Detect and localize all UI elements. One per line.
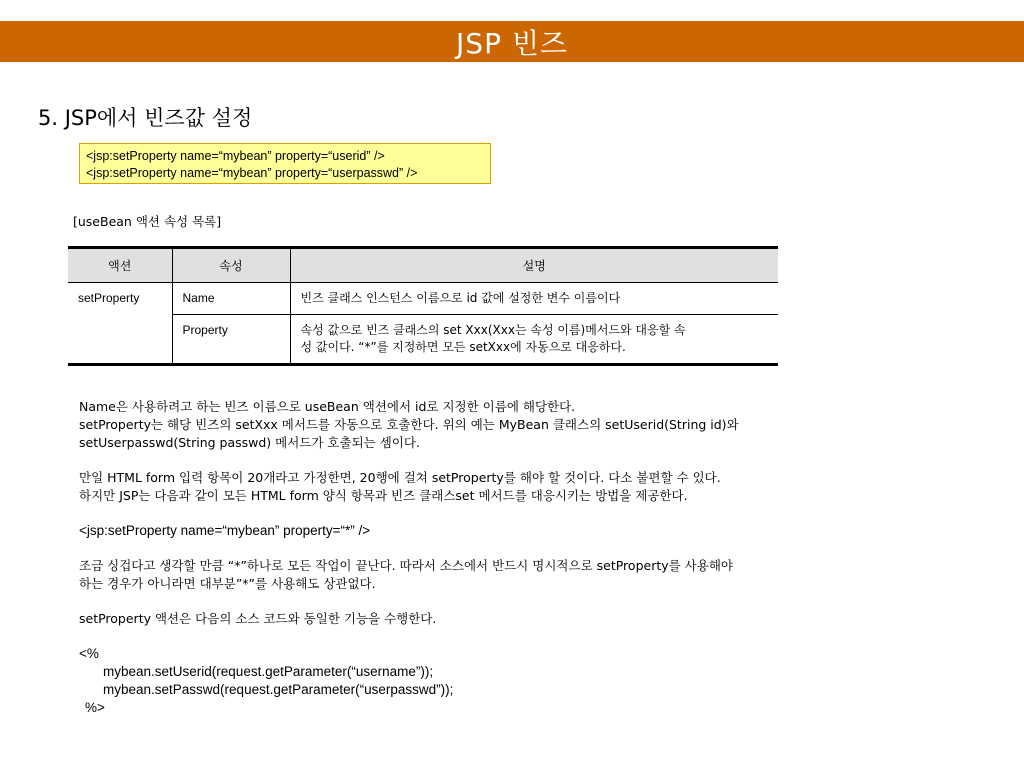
text-line: 하지만 JSP는 다음과 같이 모든 HTML form 양식 항목과 빈즈 클래스set 메서드를 대응시키는 방법을 제공한다. xyxy=(79,488,688,503)
paragraph xyxy=(79,398,869,452)
slide-title: JSP 빈즈 xyxy=(456,26,568,60)
text-line: 하는 경우가 아니라면 대부분”*”를 사용해도 상관없다. xyxy=(79,576,376,591)
description-line: 속성 값으로 빈즈 클래스의 set Xxx(Xxx는 속성 이름)메서드와 대응할 속 xyxy=(300,323,686,337)
text-line: 만일 HTML form 입력 항목이 20개라고 가정한면, 20행에 걸쳐 setProperty를 해야 할 것이다. 다소 불편할 수 있다. xyxy=(79,470,721,485)
title-bar xyxy=(0,21,1024,62)
body-text xyxy=(79,398,869,717)
code-line: <jsp:setProperty name=“mybean” property=“*” /> xyxy=(79,523,371,538)
code-line: <% xyxy=(79,646,99,661)
code-line: %> xyxy=(85,700,105,715)
text-line: Name은 사용하려고 하는 빈즈 이름으로 useBean 액션에서 id로 지정한 이름에 해당한다. xyxy=(79,399,576,414)
cell-description: 빈즈 클래스 인스턴스 이름으로 id 값에 설정한 변수 이름이다 xyxy=(290,283,778,315)
attribute-table xyxy=(68,246,778,366)
code-block xyxy=(79,645,869,717)
header-attribute: 속성 xyxy=(172,248,290,283)
table-header-row xyxy=(68,248,778,283)
code-line: <jsp:setProperty name=“mybean” property=“userid” /> xyxy=(86,149,385,163)
paragraph xyxy=(79,469,869,505)
header-action: 액션 xyxy=(68,248,172,283)
cell-action xyxy=(68,315,172,365)
text-line: setUserpasswd(String passwd) 메서드가 호출되는 셈이다. xyxy=(79,435,420,450)
table-caption: [useBean 액션 속성 목록] xyxy=(73,214,222,229)
description-line: 성 값이다. “*”를 지정하면 모든 setXxx에 자동으로 대응하다. xyxy=(300,340,626,354)
cell-attribute: Name xyxy=(172,283,290,315)
paragraph xyxy=(79,557,869,593)
text-line: setProperty는 해당 빈즈의 setXxx 메서드를 자동으로 호출한다. 위의 예는 MyBean 클래스의 setUserid(String id)와 xyxy=(79,417,739,432)
code-example-box xyxy=(79,143,491,184)
table-row xyxy=(68,283,778,315)
cell-action: setProperty xyxy=(78,291,140,305)
code-line: mybean.setUserid(request.getParameter(“username”)); xyxy=(103,664,434,679)
section-heading: 5. JSP에서 빈즈값 설정 xyxy=(38,106,253,130)
cell-attribute: Property xyxy=(172,315,290,365)
paragraph: setProperty 액션은 다음의 소스 코드와 동일한 기능을 수행한다. xyxy=(79,611,437,626)
cell-description xyxy=(290,315,778,365)
code-line: mybean.setPasswd(request.getParameter(“userpasswd”)); xyxy=(103,682,454,697)
code-line: <jsp:setProperty name=“mybean” property=“userpasswd” /> xyxy=(86,166,418,180)
table-row xyxy=(68,315,778,365)
text-line: 조금 싱겁다고 생각할 만큼 “*”하나로 모든 작업이 끝난다. 따라서 소스에서 반드시 명시적으로 setProperty를 사용해야 xyxy=(79,558,733,573)
header-description: 설명 xyxy=(290,248,778,283)
